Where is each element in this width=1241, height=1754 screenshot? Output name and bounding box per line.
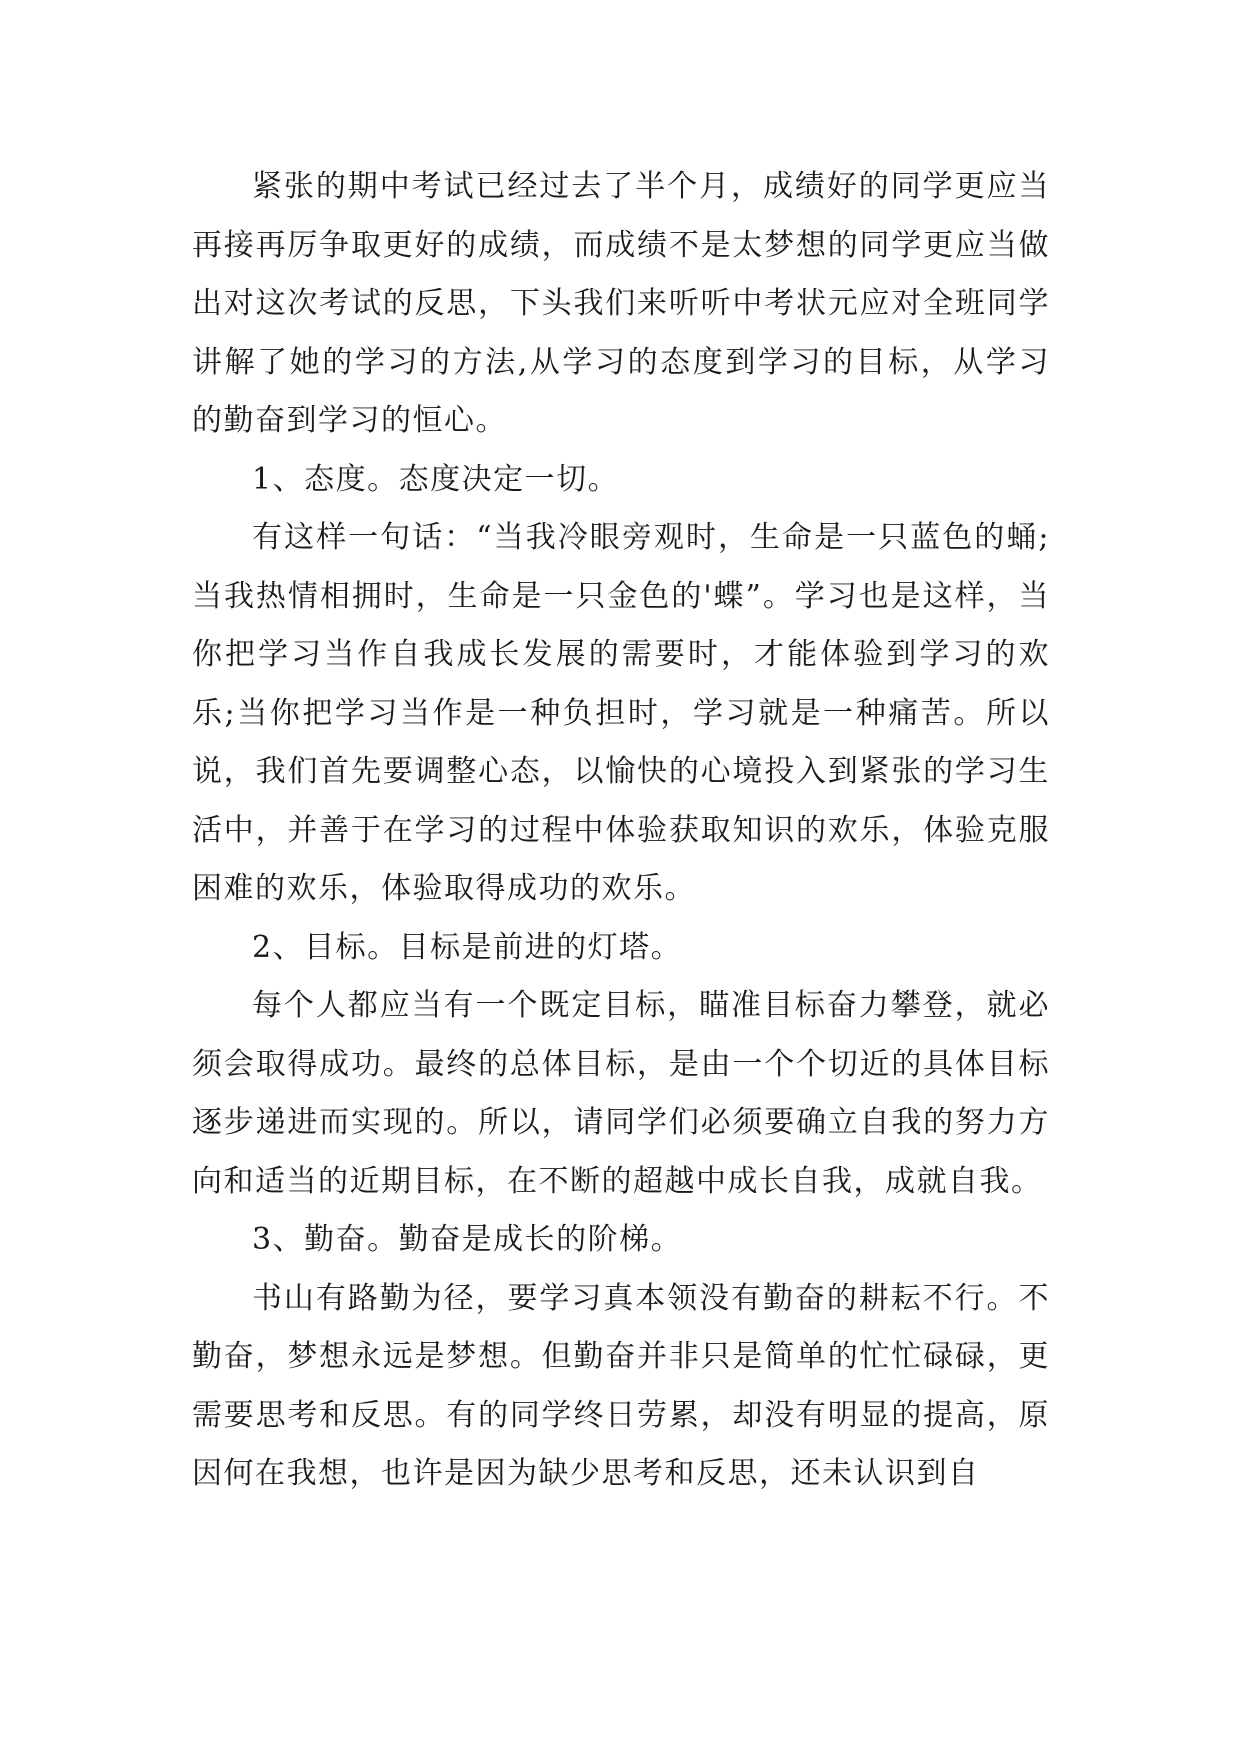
- paragraph-goal: 每个人都应当有一个既定目标，瞄准目标奋力攀登，就必须会取得成功。最终的总体目标，是由一个个切近的具体目标逐步递进而实现的。所以，请同学们必须要确立自我的努力方向和适当的近期目标，在不断的超越中成长自我，成就自我。: [192, 988, 1050, 1199]
- paragraph-diligence: 书山有路勤为径，要学习真本领没有勤奋的耕耘不行。不勤奋，梦想永远是梦想。但勤奋并非只是简单的忙忙碌碌，更需要思考和反思。有的同学终日劳累，却没有明显的提高，原因何在我想，也许是因为缺少思考和反思，还未认识到自: [192, 1280, 1050, 1491]
- paragraph-intro: 紧张的期中考试已经过去了半个月，成绩好的同学更应当再接再厉争取更好的成绩，而成绩不是太梦想的同学更应当做出对这次考试的反思，下头我们来听听中考状元应对全班同学讲解了她的学习的方法,从学习的态度到学习的目标，从学习的勤奋到学习的恒心。: [192, 169, 1050, 438]
- paragraph-attitude: 有这样一句话：“当我冷眼旁观时，生命是一只蓝色的蛹;当我热情相拥时，生命是一只金色的'蝶”。学习也是这样，当你把学习当作自我成长发展的需要时，才能体验到学习的欢乐;当你把学习当作是一种负担时，学习就是一种痛苦。所以说，我们首先要调整心态，以愉快的心境投入到紧张的学习生活中，并善于在学习的过程中体验获取知识的欢乐，体验克服困难的欢乐，体验取得成功的欢乐。: [192, 520, 1050, 906]
- document-body: [192, 158, 1050, 1504]
- heading-goal: 2、目标。目标是前进的灯塔。: [252, 929, 683, 965]
- heading-diligence: 3、勤奋。勤奋是成长的阶梯。: [252, 1222, 683, 1257]
- heading-attitude: 1、态度。态度决定一切。: [252, 461, 620, 497]
